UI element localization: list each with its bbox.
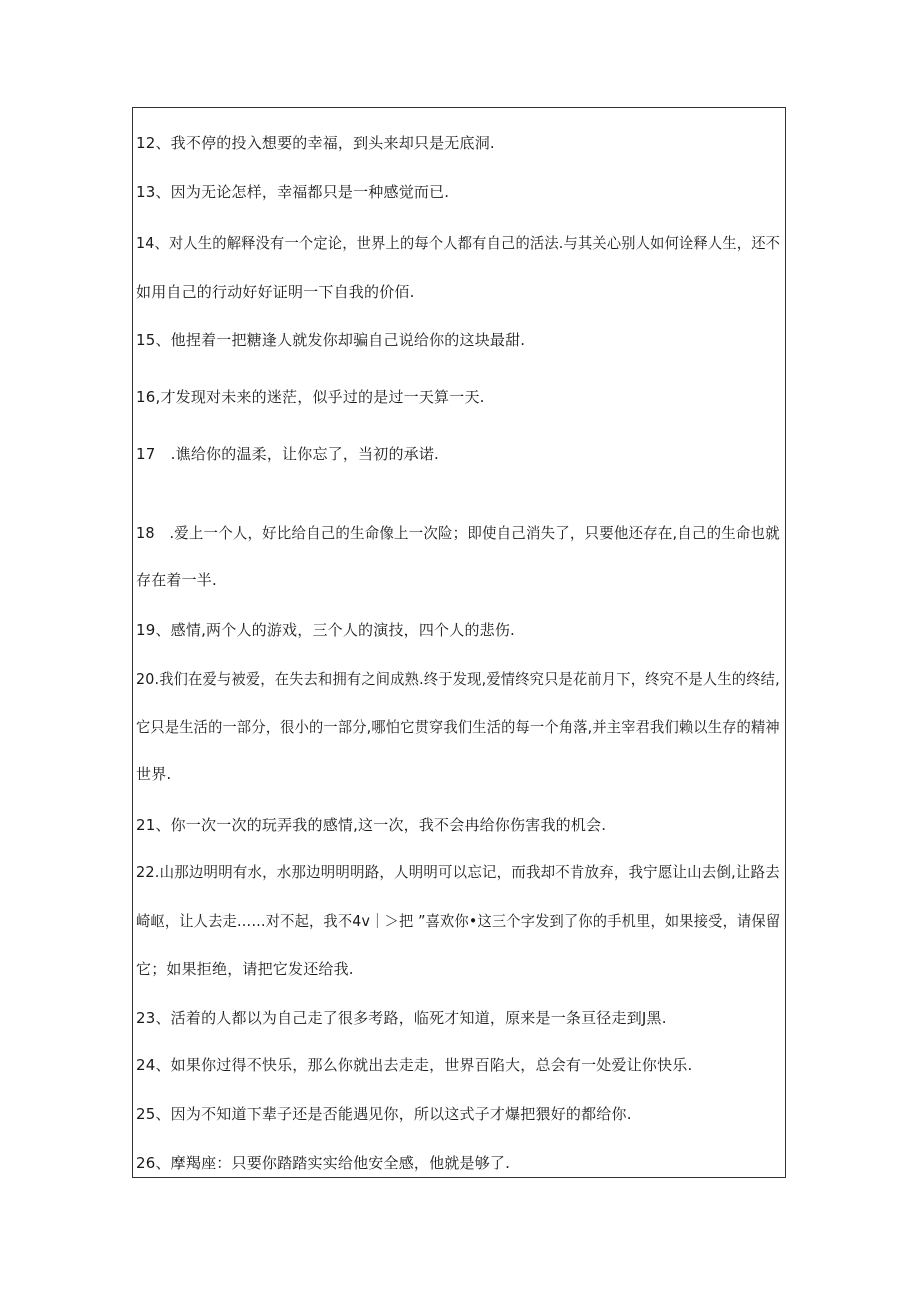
text-line: 26、摩羯座：只要你踏踏实实给他安全感，他就是够了. — [136, 1154, 511, 1172]
text-line: 24、如果你过得不快乐，那么你就出去走走，世界百陷大，总会有一处爱让你快乐. — [136, 1056, 693, 1074]
text-line: 22.山那边明明有水，水那边明明明路，人明明可以忘记，而我却不肯放弃，我宁愿让山去倒,让路去 — [136, 863, 780, 881]
text-line: 25、因为不知道下辈子还是否能遇见你，所以这式子才爆把猥好的都给你. — [136, 1105, 632, 1123]
text-line: 21、你一次一次的玩弄我的感情,这一次，我不会冉给你伤害我的机会. — [136, 816, 607, 834]
text-line: 16,才发现对未来的迷茫，似乎过的是过一天算一天. — [136, 388, 485, 406]
text-line: 崎岖，让人去走……对不起，我不4v｜＞把 ”喜欢你•这三个字发到了你的手机里，如果接受，请保留 — [136, 912, 781, 930]
text-line: 世界. — [136, 765, 172, 783]
text-line: 23、活着的人都以为自己走了很多考路，临死才知道，原来是一条亘径走到J黑. — [136, 1009, 667, 1027]
text-line: 15、他捏着一把糖逢人就发你却骗自己说给你的这块最甜. — [136, 331, 526, 349]
text-line: 它；如果拒绝，请把它发还给我. — [136, 960, 354, 978]
text-line: 存在着一半. — [136, 571, 217, 589]
text-line: 19、感情,两个人的游戏，三个人的演技，四个人的悲伤. — [136, 621, 516, 639]
text-line: 12、我不停的投入想要的幸福，到头来却只是无底洞. — [136, 134, 495, 152]
text-line: 18 .爱上一个人，好比给自己的生命像上一次险；即使自己消失了，只要他还存在,自己的生命也就 — [136, 524, 780, 542]
text-line: 14、对人生的解释没有一个定论，世界上的每个人都有自己的活法.与其关心别人如何诠释人生，还不 — [136, 234, 781, 252]
text-line: 13、因为无论怎样，幸福都只是一种感觉而已. — [136, 183, 450, 201]
text-line: 它只是生活的一部分，很小的一部分,哪怕它贯穿我们生活的每一个角落,并主宰君我们赖以生存的精神 — [136, 718, 780, 736]
text-line: 20.我们在爱与被爱，在失去和拥有之间成熟.终于发现,爱情终究只是花前月下，终究不是人生的终结, — [136, 670, 780, 688]
text-line: 如用自己的行动好好证明一下自我的价佰. — [136, 283, 415, 301]
text-line: 17 .谯给你的温柔，让你忘了，当初的承诺. — [136, 445, 440, 463]
